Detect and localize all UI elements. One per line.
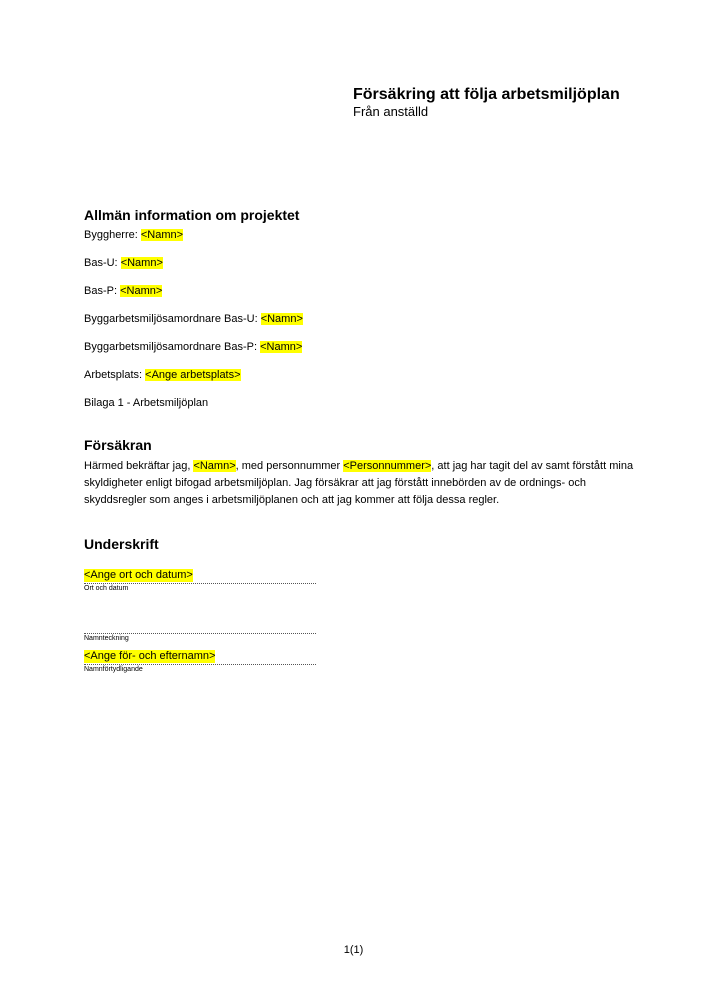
place-date-placeholder[interactable]: <Ange ort och datum> bbox=[84, 569, 193, 581]
clarification-placeholder[interactable]: <Ange för- och efternamn> bbox=[84, 650, 216, 662]
assurance-section bbox=[84, 436, 644, 509]
field-label: Arbetsplats: bbox=[84, 369, 146, 381]
document-subtitle: Från anställd bbox=[353, 104, 429, 119]
clarification-caption: Namnförtydligande bbox=[84, 666, 143, 673]
field-label: Bas-U: bbox=[84, 257, 121, 269]
field-label: Byggherre: bbox=[84, 229, 141, 241]
signature-block bbox=[84, 633, 316, 643]
signature-section bbox=[84, 535, 644, 674]
field-bas-u bbox=[84, 256, 644, 270]
assurance-paragraph bbox=[84, 458, 644, 509]
document-title: Försäkring att följa arbetsmiljöplan bbox=[353, 86, 620, 103]
field-byggherre bbox=[84, 228, 644, 242]
field-label: Byggarbetsmiljösamordnare Bas-P: bbox=[84, 341, 261, 353]
field-coordinator-bas-u bbox=[84, 312, 644, 326]
assurance-heading: Försäkran bbox=[84, 437, 152, 453]
field-workplace bbox=[84, 368, 644, 382]
clarification-block bbox=[84, 646, 316, 674]
field-coordinator-bas-p bbox=[84, 340, 644, 354]
field-bas-p bbox=[84, 284, 644, 298]
field-placeholder[interactable]: <Namn> bbox=[260, 341, 303, 353]
place-date-caption: Ort och datum bbox=[84, 585, 129, 592]
title-block bbox=[353, 85, 683, 119]
signature-heading: Underskrift bbox=[84, 536, 159, 552]
general-info-heading: Allmän information om projektet bbox=[84, 207, 300, 223]
attachment-note: Bilaga 1 - Arbetsmiljöplan bbox=[84, 397, 209, 409]
field-label: Bas-P: bbox=[84, 285, 121, 297]
field-placeholder[interactable]: <Namn> bbox=[140, 229, 184, 241]
signature-caption: Namnteckning bbox=[84, 635, 129, 642]
assurance-text: Härmed bekräftar jag, bbox=[84, 460, 194, 472]
personnummer-placeholder[interactable]: <Personnummer> bbox=[343, 460, 432, 472]
general-info-section bbox=[84, 206, 644, 424]
field-placeholder[interactable]: <Namn> bbox=[260, 313, 303, 325]
field-placeholder[interactable]: <Namn> bbox=[120, 257, 163, 269]
assurance-text: , med personnummer bbox=[235, 460, 344, 472]
place-date-block bbox=[84, 565, 316, 593]
field-placeholder[interactable]: <Namn> bbox=[120, 285, 163, 297]
field-label: Byggarbetsmiljösamordnare Bas-U: bbox=[84, 313, 261, 325]
page-number: 1(1) bbox=[343, 944, 364, 956]
assurance-text: , att jag har tagit del av samt förstått mina skyldigheter enligt bifogad arbetsmiljöplan. Jag försäkrar att jag förstått innebörden av de ordnings- och skyddsregler som anges i arbetsmiljöplanen och att jag kommer att följa dessa regler. bbox=[84, 460, 634, 506]
field-placeholder[interactable]: <Ange arbetsplats> bbox=[145, 369, 241, 381]
name-placeholder[interactable]: <Namn> bbox=[193, 460, 236, 472]
